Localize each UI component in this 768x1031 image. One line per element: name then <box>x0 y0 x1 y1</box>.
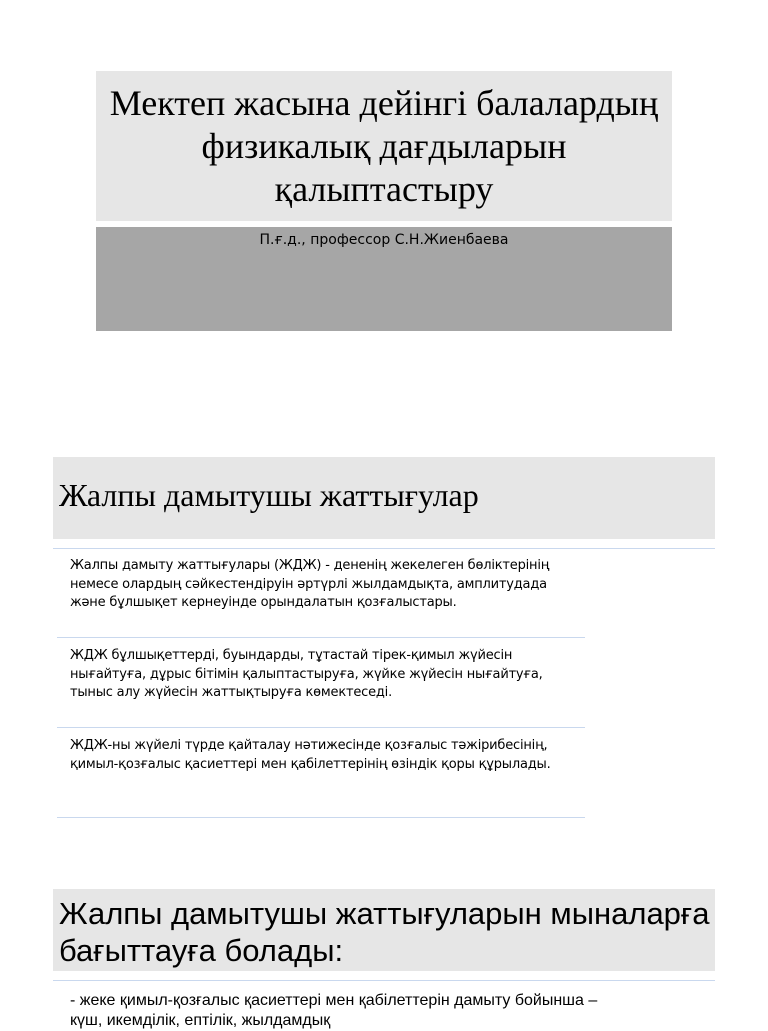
slide-subtitle: П.ғ.д., профессор С.Н.Жиенбаева <box>259 232 509 248</box>
paragraph: Жалпы дамыту жаттығулары (ЖДЖ) - дененің жекелеген бөліктерінің немесе олардың сәйкестендіруін әртүрлі жылдамдықта, амплитудада және бұлшықет кернеуінде орындалатын қозғалыстары. <box>70 558 550 610</box>
slide-subtitle-box <box>96 227 672 331</box>
divider <box>53 980 715 981</box>
section-heading-box <box>53 889 715 971</box>
section-heading: Жалпы дамытушы жаттығуларын мыналарға бағыттауға болады: <box>59 896 710 968</box>
slide-title: Мектеп жасына дейінгі балалардың физикалық дағдыларын қалыптастыру <box>109 82 659 209</box>
divider <box>57 817 585 818</box>
bullet-item: - жеке қимыл-қозғалыс қасиеттері мен қабілеттерін дамыту бойынша – күш, икемділік, ептілік, жылдамдық <box>70 992 598 1029</box>
divider <box>57 637 585 638</box>
divider <box>57 727 585 728</box>
divider <box>53 548 715 549</box>
section-heading: Жалпы дамытушы жаттығулар <box>59 477 479 513</box>
paragraph: ЖДЖ-ны жүйелі түрде қайталау нәтижесінде қозғалыс тәжірибесінің, қимыл-қозғалыс қасиеттері мен қабілеттерінің өзіндік қоры құрылады. <box>70 738 551 772</box>
paragraph: ЖДЖ бұлшықеттерді, буындарды, тұтастай тірек-қимыл жүйесін нығайтуға, дұрыс бітімін қалыптастыруға, жүйке жүйесін нығайтуға, тыныс алу жүйесін жаттықтыруға көмектеседі. <box>70 648 543 700</box>
section-heading-box <box>53 457 715 539</box>
slide-title-box <box>96 71 672 221</box>
